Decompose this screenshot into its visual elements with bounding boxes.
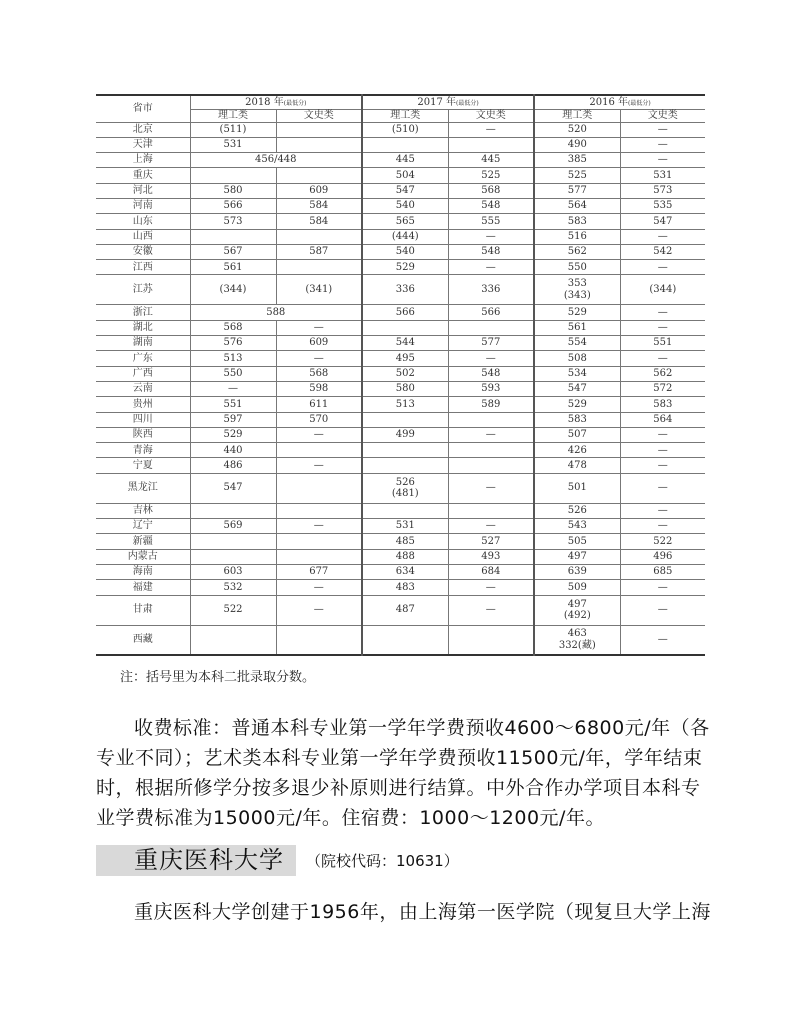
table-row	[96, 580, 705, 595]
table-cell: 566	[362, 305, 448, 320]
table-cell: —	[620, 153, 705, 168]
table-cell: 550	[190, 366, 276, 381]
table-cell: 505	[534, 534, 620, 549]
category-header: 理工类	[362, 110, 448, 123]
table-cell: —	[620, 260, 705, 275]
school-code: （院校代码：10631）	[306, 852, 459, 870]
table-cell: 广东	[96, 351, 190, 366]
table-cell: 580	[362, 381, 448, 396]
table-cell: 547	[362, 183, 448, 198]
table-cell: 485	[362, 534, 448, 549]
table-cell: 529	[534, 305, 620, 320]
table-cell: 531	[362, 519, 448, 534]
table-cell: 529	[362, 260, 448, 275]
table-cell: —	[276, 427, 362, 442]
table-cell	[276, 168, 362, 183]
table-cell: 580	[190, 183, 276, 198]
table-cell: 551	[190, 397, 276, 412]
category-header: 文史类	[620, 110, 705, 123]
table-cell: (511)	[190, 122, 276, 137]
table-cell: 河南	[96, 198, 190, 213]
table-cell: 陕西	[96, 427, 190, 442]
table-cell: 福建	[96, 580, 190, 595]
table-cell: 502	[362, 366, 448, 381]
table-cell: 516	[534, 229, 620, 244]
admission-score-table	[96, 94, 705, 656]
table-cell: (341)	[276, 275, 362, 305]
table-cell: 浙江	[96, 305, 190, 320]
table-cell: 584	[276, 214, 362, 229]
table-cell: 531	[190, 137, 276, 152]
table-cell: 589	[448, 397, 534, 412]
table-cell: 385	[534, 153, 620, 168]
table-cell: (510)	[362, 122, 448, 137]
table-row	[96, 229, 705, 244]
year-header: 2018 年(最低分)	[190, 95, 362, 110]
table-cell: 488	[362, 549, 448, 564]
table-cell: 551	[620, 336, 705, 351]
table-cell: —	[448, 473, 534, 503]
table-cell: 青海	[96, 443, 190, 458]
table-cell: 562	[620, 366, 705, 381]
table-cell	[276, 260, 362, 275]
table-cell: 山西	[96, 229, 190, 244]
table-row	[96, 137, 705, 152]
table-cell: 四川	[96, 412, 190, 427]
table-cell: 440	[190, 443, 276, 458]
table-cell: 573	[620, 183, 705, 198]
table-cell: —	[620, 351, 705, 366]
table-cell: 576	[190, 336, 276, 351]
table-cell: 572	[620, 381, 705, 396]
table-cell: 493	[448, 549, 534, 564]
table-cell: 566	[448, 305, 534, 320]
table-cell: 甘肃	[96, 595, 190, 625]
table-cell	[190, 625, 276, 655]
table-cell: 685	[620, 564, 705, 579]
table-cell: —	[448, 260, 534, 275]
table-cell: 天津	[96, 137, 190, 152]
table-cell: 583	[620, 397, 705, 412]
table-cell: 526 (481)	[362, 473, 448, 503]
table-cell	[276, 549, 362, 564]
table-row	[96, 260, 705, 275]
table-cell: —	[620, 305, 705, 320]
table-cell: —	[448, 229, 534, 244]
table-row	[96, 443, 705, 458]
table-row	[96, 198, 705, 213]
table-cell	[448, 458, 534, 473]
table-cell: 吉林	[96, 503, 190, 518]
table-row	[96, 519, 705, 534]
table-cell: 西藏	[96, 625, 190, 655]
table-cell	[276, 503, 362, 518]
table-cell: 547	[534, 381, 620, 396]
table-cell: 548	[448, 366, 534, 381]
table-row	[96, 305, 705, 320]
table-cell	[276, 137, 362, 152]
table-cell: 497	[534, 549, 620, 564]
table-cell: —	[620, 580, 705, 595]
table-cell: 496	[620, 549, 705, 564]
table-cell: 江西	[96, 260, 190, 275]
table-cell: 677	[276, 564, 362, 579]
category-header: 理工类	[190, 110, 276, 123]
table-cell: —	[276, 458, 362, 473]
table-row	[96, 381, 705, 396]
table-cell: 安徽	[96, 244, 190, 259]
table-cell: 上海	[96, 153, 190, 168]
table-cell: —	[448, 122, 534, 137]
table-cell: 555	[448, 214, 534, 229]
table-row	[96, 366, 705, 381]
table-cell: 534	[534, 366, 620, 381]
table-cell: 336	[362, 275, 448, 305]
table-cell: 湖北	[96, 320, 190, 335]
table-cell: 588	[190, 305, 362, 320]
table-cell: 504	[362, 168, 448, 183]
table-cell: 新疆	[96, 534, 190, 549]
table-cell: 532	[190, 580, 276, 595]
table-cell: —	[448, 519, 534, 534]
table-cell: 525	[534, 168, 620, 183]
table-cell: 513	[190, 351, 276, 366]
table-cell: 529	[190, 427, 276, 442]
table-cell: —	[448, 595, 534, 625]
table-cell: —	[620, 229, 705, 244]
category-header: 文史类	[448, 110, 534, 123]
table-cell: 527	[448, 534, 534, 549]
table-cell: 567	[190, 244, 276, 259]
table-cell: 478	[534, 458, 620, 473]
table-cell: 江苏	[96, 275, 190, 305]
table-cell: —	[448, 580, 534, 595]
table-row	[96, 397, 705, 412]
table-cell: 568	[276, 366, 362, 381]
year-header: 2017 年(最低分)	[362, 95, 534, 110]
table-cell: (344)	[190, 275, 276, 305]
fee-paragraph: 收费标准：普通本科专业第一学年学费预收4600～6800元/年（各专业不同）；艺术类本科专业第一学年学费预收11500元/年，学年结束时，根据所修学分按多退少补原则进行结算。中外合作办学项目本科专业学费标准为15000元/年。住宿费：1000～1200元/年。	[96, 717, 710, 829]
school-name: 重庆医科大学	[134, 846, 284, 874]
table-cell: 426	[534, 443, 620, 458]
table-row	[96, 244, 705, 259]
table-cell	[276, 625, 362, 655]
table-cell: 550	[534, 260, 620, 275]
table-cell: 云南	[96, 381, 190, 396]
table-cell: 531	[620, 168, 705, 183]
table-body	[96, 122, 705, 655]
table-cell: 海南	[96, 564, 190, 579]
table-cell: 544	[362, 336, 448, 351]
table-cell: 522	[190, 595, 276, 625]
table-cell: —	[620, 503, 705, 518]
table-cell	[362, 458, 448, 473]
table-row	[96, 412, 705, 427]
table-cell: 贵州	[96, 397, 190, 412]
table-cell: 593	[448, 381, 534, 396]
table-cell	[362, 320, 448, 335]
table-cell: 568	[448, 183, 534, 198]
table-cell: —	[620, 443, 705, 458]
table-cell: 山东	[96, 214, 190, 229]
table-cell: 463 332(藏)	[534, 625, 620, 655]
table-cell: 广西	[96, 366, 190, 381]
table-cell	[190, 503, 276, 518]
table-cell: 548	[448, 244, 534, 259]
table-footnote: 注：括号里为本科二批录取分数。	[120, 670, 316, 685]
table-cell: 526	[534, 503, 620, 518]
intro-paragraph: 重庆医科大学创建于1956年，由上海第一医学院（现复旦大学上海	[134, 901, 711, 923]
table-cell: —	[620, 320, 705, 335]
table-cell: 黑龙江	[96, 473, 190, 503]
category-header: 理工类	[534, 110, 620, 123]
table-cell	[448, 137, 534, 152]
table-cell: 565	[362, 214, 448, 229]
table-cell: 486	[190, 458, 276, 473]
table-cell: 520	[534, 122, 620, 137]
table-cell: 542	[620, 244, 705, 259]
table-cell: —	[448, 351, 534, 366]
table-row	[96, 214, 705, 229]
table-cell: —	[276, 580, 362, 595]
table-cell: 611	[276, 397, 362, 412]
table-cell: 562	[534, 244, 620, 259]
table-cell	[448, 320, 534, 335]
table-cell: 湖南	[96, 336, 190, 351]
table-row	[96, 351, 705, 366]
table-row	[96, 595, 705, 625]
year-header-row	[96, 95, 705, 110]
table-cell	[362, 625, 448, 655]
table-cell: 北京	[96, 122, 190, 137]
table-row	[96, 153, 705, 168]
table-cell: 508	[534, 351, 620, 366]
table-cell	[448, 412, 534, 427]
table-cell: 内蒙古	[96, 549, 190, 564]
table-cell: 336	[448, 275, 534, 305]
table-row	[96, 458, 705, 473]
table-row	[96, 625, 705, 655]
table-cell	[276, 473, 362, 503]
table-row	[96, 549, 705, 564]
table-cell: 564	[534, 198, 620, 213]
table-cell: 684	[448, 564, 534, 579]
table-cell: 540	[362, 198, 448, 213]
table-cell: 583	[534, 214, 620, 229]
table-cell: 重庆	[96, 168, 190, 183]
table-cell: 634	[362, 564, 448, 579]
table-cell: 509	[534, 580, 620, 595]
table-row	[96, 534, 705, 549]
table-cell: 609	[276, 336, 362, 351]
table-cell: —	[620, 427, 705, 442]
table-row	[96, 183, 705, 198]
table-cell: —	[276, 519, 362, 534]
table-cell: —	[276, 351, 362, 366]
table-row	[96, 427, 705, 442]
table-row	[96, 122, 705, 137]
table-cell	[276, 122, 362, 137]
table-cell	[190, 534, 276, 549]
table-cell: 540	[362, 244, 448, 259]
table-cell: 609	[276, 183, 362, 198]
table-cell: 辽宁	[96, 519, 190, 534]
table-cell	[362, 443, 448, 458]
table-cell: —	[620, 122, 705, 137]
table-cell: (344)	[620, 275, 705, 305]
table-row	[96, 320, 705, 335]
table-cell: 445	[448, 153, 534, 168]
table-cell: 483	[362, 580, 448, 595]
table-cell	[276, 229, 362, 244]
table-cell: 547	[190, 473, 276, 503]
table-cell: 564	[620, 412, 705, 427]
table-cell	[448, 625, 534, 655]
table-cell: 598	[276, 381, 362, 396]
table-cell: 569	[190, 519, 276, 534]
table-cell	[190, 229, 276, 244]
table-cell	[190, 549, 276, 564]
table-cell: 宁夏	[96, 458, 190, 473]
table-cell: 570	[276, 412, 362, 427]
table-cell: 587	[276, 244, 362, 259]
table-cell: 487	[362, 595, 448, 625]
table-row	[96, 564, 705, 579]
table-cell: 568	[190, 320, 276, 335]
table-cell: 566	[190, 198, 276, 213]
table-cell: 495	[362, 351, 448, 366]
table-cell: 561	[534, 320, 620, 335]
table-cell	[362, 412, 448, 427]
table-cell	[362, 503, 448, 518]
table-cell: —	[276, 320, 362, 335]
table-cell	[448, 443, 534, 458]
table-cell: 507	[534, 427, 620, 442]
table-cell: —	[620, 473, 705, 503]
table-cell: 499	[362, 427, 448, 442]
table-cell: 522	[620, 534, 705, 549]
table-cell: 584	[276, 198, 362, 213]
table-cell: 573	[190, 214, 276, 229]
table-cell: 490	[534, 137, 620, 152]
table-cell: 577	[534, 183, 620, 198]
table-cell: —	[190, 381, 276, 396]
table-cell: 597	[190, 412, 276, 427]
table-cell: 639	[534, 564, 620, 579]
table-cell	[276, 443, 362, 458]
table-cell: 529	[534, 397, 620, 412]
table-cell	[448, 503, 534, 518]
table-cell: —	[276, 595, 362, 625]
table-cell: 543	[534, 519, 620, 534]
table-cell: 547	[620, 214, 705, 229]
table-cell: —	[448, 427, 534, 442]
table-cell: 353 (343)	[534, 275, 620, 305]
table-cell: —	[620, 519, 705, 534]
category-header: 文史类	[276, 110, 362, 123]
table-row	[96, 168, 705, 183]
table-cell	[190, 168, 276, 183]
table-cell	[362, 137, 448, 152]
table-cell: 583	[534, 412, 620, 427]
table-cell: 456/448	[190, 153, 362, 168]
table-cell: 577	[448, 336, 534, 351]
table-cell: —	[620, 595, 705, 625]
table-row	[96, 503, 705, 518]
table-row	[96, 336, 705, 351]
table-cell: 445	[362, 153, 448, 168]
table-cell: 554	[534, 336, 620, 351]
table-cell: —	[620, 625, 705, 655]
table-cell: 497 (492)	[534, 595, 620, 625]
table-cell: 525	[448, 168, 534, 183]
table-cell: 河北	[96, 183, 190, 198]
year-header: 2016 年(最低分)	[534, 95, 705, 110]
table-cell: 535	[620, 198, 705, 213]
table-cell	[276, 534, 362, 549]
table-row	[96, 473, 705, 503]
table-cell: (444)	[362, 229, 448, 244]
table-row	[96, 275, 705, 305]
table-cell: 561	[190, 260, 276, 275]
table-cell: —	[620, 458, 705, 473]
table-cell: 548	[448, 198, 534, 213]
table-cell: 603	[190, 564, 276, 579]
table-cell: 513	[362, 397, 448, 412]
table-cell: —	[620, 137, 705, 152]
table-cell: 501	[534, 473, 620, 503]
province-header: 省市	[96, 95, 190, 122]
